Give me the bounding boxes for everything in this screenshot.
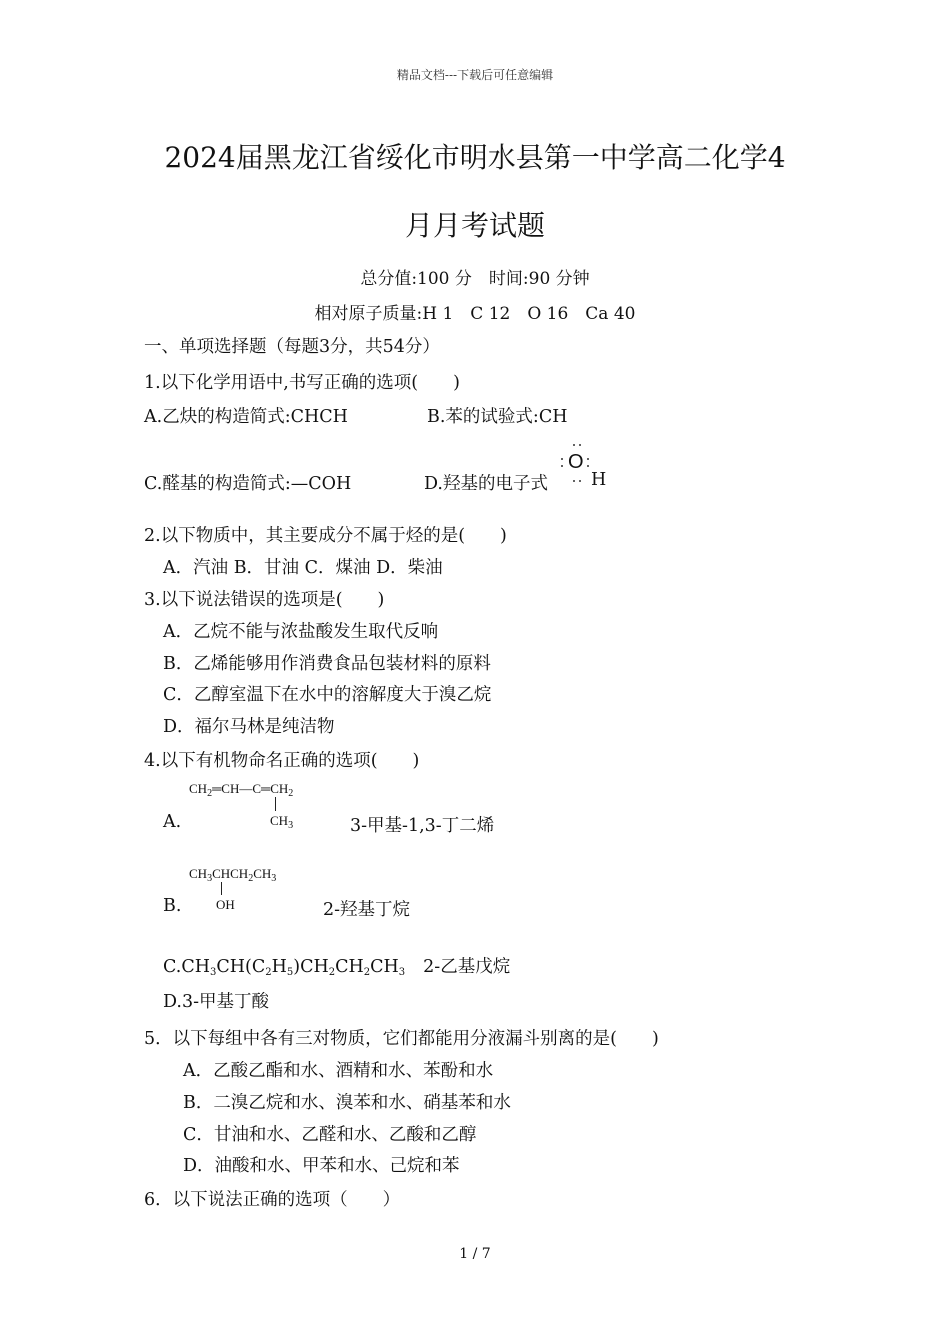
formula-text: CHCH [212,866,249,881]
formula-subscript: 2 [265,967,272,978]
oxygen-symbol: O [568,451,584,473]
electron-dot [579,444,581,446]
q1-stem: 1.以下化学用语中,书写正确的选项( ) [144,373,460,393]
q4-option-d: D.3-甲基丁酸 [163,992,270,1012]
formula-text: ═CH—C═CH [212,781,289,796]
q4-option-c [163,953,510,978]
formula-subscript: 3 [288,820,294,831]
formula-subscript: 3 [271,873,277,884]
q1-option-a: A.乙炔的构造简式:CHCH [144,407,348,427]
q5-option-a: A．乙酸乙酯和水、酒精和水、苯酚和水 [183,1061,494,1081]
q4b-hydroxyl-branch: OH [216,897,235,912]
q4b-structural-formula [189,866,276,884]
q1-option-b: B.苯的试验式:CH [427,407,568,427]
q6-stem: 6．以下说法正确的选项（ ） [144,1190,401,1210]
q5-option-b: B．二溴乙烷和水、溴苯和水、硝基苯和水 [183,1093,511,1113]
formula-subscript: 5 [286,967,294,978]
page-title-line1: 2024届黑龙江省绥化市明水县第一中学高二化学4 [164,141,786,174]
formula-text: CH [253,866,272,881]
electron-dot [587,465,589,467]
electron-dot [561,458,563,460]
formula-subscript: 3 [207,873,213,884]
formula-subscript: 2 [248,873,254,884]
hydrogen-symbol: H [591,470,607,490]
q2-options: A．汽油 B．甘油 C．煤油 D．柴油 [163,558,443,578]
page-header: 精品文档---下载后可任意编辑 [396,68,554,82]
q5-option-c: C．甘油和水、乙醛和水、乙酸和乙醇 [183,1125,477,1145]
formula-text: C.CH [163,957,210,977]
formula-text: CH(C [216,957,266,977]
formula-subscript: 2 [207,788,213,799]
section-heading: 一、单项选择题（每题3分，共54分） [144,337,440,357]
formula-subscript: 3 [209,967,217,978]
q3-option-d: D．福尔马林是纯洁物 [163,717,335,737]
q3-option-b: B．乙烯能够用作消费食品包装材料的原料 [163,654,491,674]
formula-text: )CH [293,957,329,977]
q4-option-c-name: 2-乙基戊烷 [423,957,511,977]
atomic-mass-info: 相对原子质量:H 1 C 12 O 16 Ca 40 [314,304,636,324]
bond-line [221,882,222,895]
q4-option-a-name: 3-甲基-1,3-丁二烯 [350,816,495,836]
formula-text: CH [335,957,364,977]
q2-stem: 2.以下物质中，其主要成分不属于烃的是( ) [144,526,507,546]
electron-dot [561,465,563,467]
page-title-line2: 月月考试题 [404,209,545,242]
formula-text: H [271,957,287,977]
formula-text: CH [370,957,399,977]
q1-option-c: C.醛基的构造简式:—COH [144,474,352,494]
formula-subscript: 3 [398,967,406,978]
electron-dot [579,480,581,482]
formula-subscript: 2 [288,788,294,799]
bond-line [275,797,276,811]
formula-subscript: 2 [328,967,336,978]
electron-dot [573,444,575,446]
q3-option-a: A．乙烷不能与浓盐酸发生取代反响 [163,622,439,642]
q4-option-b-name: 2-羟基丁烷 [323,900,411,920]
electron-dot [587,458,589,460]
q5-stem: 5．以下每组中各有三对物质，它们都能用分液漏斗别离的是( ) [144,1029,659,1049]
electron-dot [573,480,575,482]
q1-option-d: D.羟基的电子式 [424,474,548,494]
formula-text: CH [189,781,208,796]
q5-option-d: D．油酸和水、甲苯和水、己烷和苯 [183,1156,460,1176]
page-number: 1 / 7 [459,1246,491,1262]
q3-stem: 3.以下说法错误的选项是( ) [144,590,385,610]
q4a-methyl-branch [270,813,293,831]
formula-text: CH [189,866,208,881]
q4-option-a-label: A. [163,812,182,832]
q4-stem: 4.以下有机物命名正确的选项( ) [144,751,420,771]
formula-text: CH [270,813,289,828]
formula-subscript: 2 [363,967,371,978]
q4-option-b-label: B. [163,896,182,916]
q3-option-c: C．乙醇室温下在水中的溶解度大于溴乙烷 [163,685,492,705]
score-time-info: 总分值:100 分 时间:90 分钟 [360,269,590,289]
q4a-structural-formula [189,781,293,799]
